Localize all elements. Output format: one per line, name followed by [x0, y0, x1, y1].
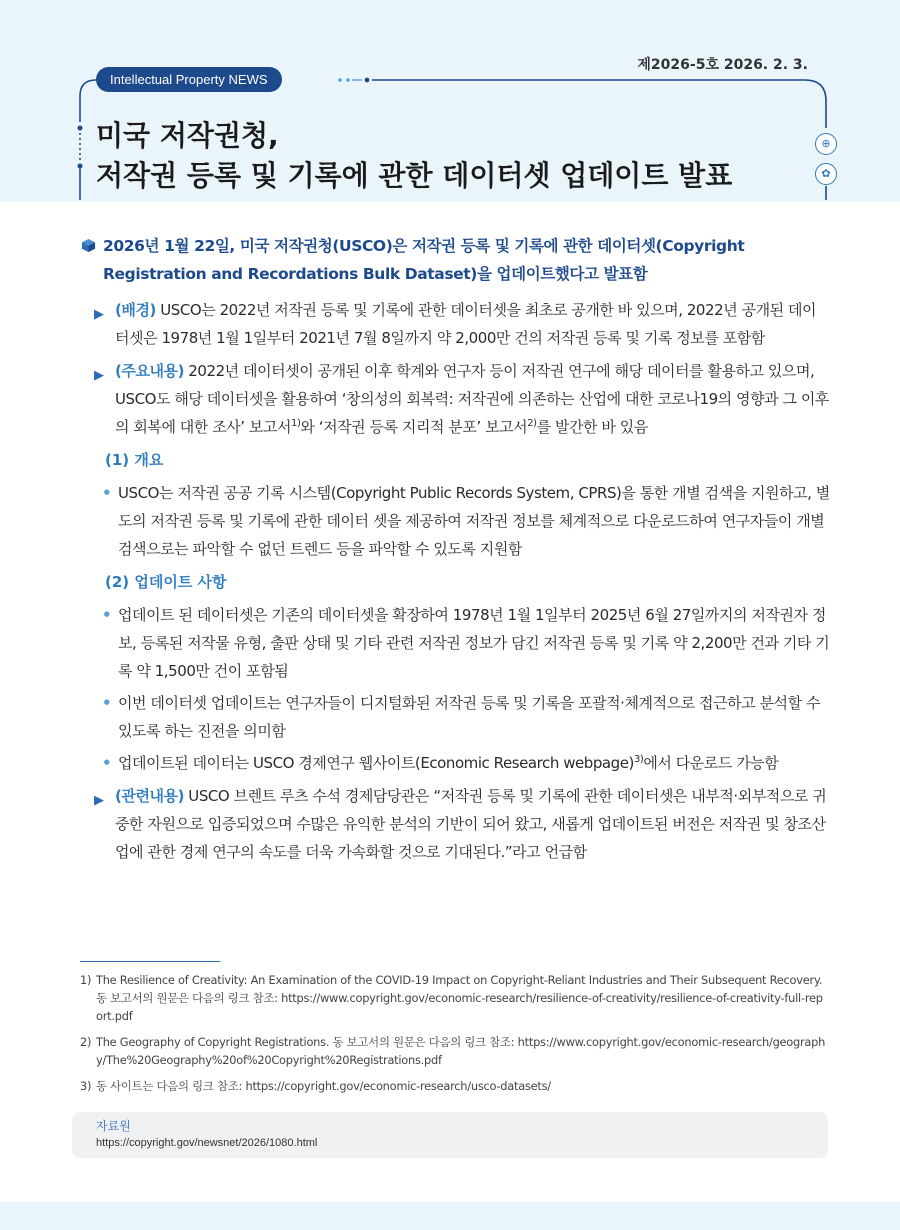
footnote-text[interactable]: The Geography of Copyright Registrations. 동 보고서의 원문은 다음의 링크 참조: https://www.copyright.gov/economic-research/geography/The%20Geography%20of%20Copyright%20Registrations.pdf	[96, 1035, 826, 1067]
newsletter-tag: Intellectual Property NEWS	[96, 67, 282, 92]
item-text: 2022년 데이터셋이 공개된 이후 학계와 연구자 등이 저작권 연구에 해당 데이터를 활용하고 있으며, USCO도 해당 데이터셋을 활용하여 ‘창의성의 회복력: 저작권에 의존하는 산업에 대한 코로나19의 영향과 그 이후의 회복에 대한 조사’ 보고서	[115, 362, 829, 436]
bullet-text: 업데이트된 데이터는 USCO 경제연구 웹사이트(Economic Research webpage)	[118, 754, 634, 772]
dot-bullet-icon: •	[102, 484, 112, 502]
footnote-1	[80, 971, 828, 1025]
item-main-content	[80, 357, 830, 441]
footnote-ref-3[interactable]: 3)	[633, 754, 644, 765]
footnote-number: 3)	[80, 1079, 92, 1093]
footnote-text[interactable]: 동 사이트는 다음의 링크 참조: https://copyright.gov/economic-research/usco-datasets/	[96, 1079, 551, 1093]
triangle-bullet-icon: ▶	[94, 793, 104, 808]
title-line-2: 저작권 등록 및 기록에 관한 데이터셋 업데이트 발표	[96, 159, 733, 192]
item-text: 를 발간한 바 있음	[536, 418, 648, 436]
footer-band	[0, 1202, 900, 1230]
list-item	[80, 749, 830, 777]
list-item	[80, 601, 830, 685]
source-label: 자료원	[96, 1119, 131, 1133]
handshake-icon: ✿	[815, 163, 837, 185]
footnote-2	[80, 1033, 828, 1069]
footnote-number: 1)	[80, 973, 92, 987]
list-item	[80, 689, 830, 745]
footnote-text[interactable]: The Resilience of Creativity: An Examination of the COVID-19 Impact on Copyright-Reliant Industries and Their Subsequent Recovery. 동 보고서의 원문은 다음의 링크 참조: https://www.copyright.gov/economic-research/resilience-of-creativity/resilience-of-creativity-full-report.pdf	[96, 973, 823, 1023]
footnote-number: 2)	[80, 1035, 92, 1049]
footnote-ref-2[interactable]: 2)	[527, 418, 537, 429]
article-body	[80, 232, 830, 866]
item-label: (관련내용)	[115, 787, 184, 805]
footnote-3	[80, 1077, 828, 1095]
item-text: USCO는 2022년 저작권 등록 및 기록에 관한 데이터셋을 최초로 공개한 바 있으며, 2022년 공개된 데이터셋은 1978년 1월 1일부터 2021년 7월 8일까지 약 2,000만 건의 저작권 등록 및 기록 정보를 포함함	[115, 301, 817, 347]
bullet-text: 에서 다운로드 가능함	[643, 754, 779, 772]
issue-number: 제2026-5호 2026. 2. 3.	[637, 57, 808, 73]
list-item	[80, 479, 830, 563]
item-text: 와 ‘저작권 등록 지리적 분포’ 보고서	[300, 418, 528, 436]
section-title-overview: (1) 개요	[105, 451, 164, 469]
source-box	[72, 1112, 828, 1158]
bullet-text: 업데이트 된 데이터셋은 기존의 데이터셋을 확장하여 1978년 1월 1일부터 2025년 6월 27일까지의 저작권자 정보, 등록된 저작물 유형, 출판 상태 및 기타 관련 저작권 정보가 담긴 저작권 등록 및 기록 약 2,200만 건과 기타 기록 약 1,500만 건이 포함됨	[118, 606, 830, 680]
section-title-updates: (2) 업데이트 사항	[105, 573, 227, 591]
footnotes	[80, 971, 828, 1103]
cube-bullet-icon	[81, 238, 96, 253]
page-title	[96, 116, 796, 196]
triangle-bullet-icon: ▶	[94, 368, 104, 383]
item-label: (주요내용)	[115, 362, 184, 380]
title-line-1: 미국 저작권청,	[96, 119, 279, 152]
triangle-bullet-icon: ▶	[94, 307, 104, 322]
dot-bullet-icon: •	[102, 606, 112, 624]
item-background	[80, 296, 830, 352]
footnote-ref-1[interactable]: 1)	[291, 418, 301, 429]
bullet-text: USCO는 저작권 공공 기록 시스템(Copyright Public Records System, CPRS)을 통한 개별 검색을 지원하고, 별도의 저작권 등록 및 기록에 관한 데이터 셋을 제공하여 저작권 정보를 체계적으로 다운로드하여 연구자들이 개별 검색으로는 파악할 수 없던 트렌드 등을 파악할 수 있도록 지원함	[118, 484, 830, 558]
footnote-divider	[80, 961, 220, 962]
item-related	[80, 782, 830, 866]
source-link[interactable]: https://copyright.gov/newsnet/2026/1080.html	[96, 1137, 318, 1149]
bullet-text: 이번 데이터셋 업데이트는 연구자들이 디지털화된 저작권 등록 및 기록을 포괄적·체계적으로 접근하고 분석할 수 있도록 하는 진전을 의미함	[118, 694, 820, 740]
dot-bullet-icon: •	[102, 754, 112, 772]
item-text: USCO 브렌트 루츠 수석 경제담당관은 “저작권 등록 및 기록에 관한 데이터셋은 내부적·외부적으로 귀중한 자원으로 입증되었으며 수많은 유익한 분석의 기반이 되어 왔고, 새롭게 업데이트된 버전은 저작권 및 창조산업에 관한 경제 연구의 속도를 더욱 가속화할 것으로 기대된다.”라고 언급함	[115, 787, 827, 861]
dot-bullet-icon: •	[102, 694, 112, 712]
lead-paragraph	[80, 232, 830, 288]
globe-icon: ⊕	[815, 133, 837, 155]
lead-text: 2026년 1월 22일, 미국 저작권청(USCO)은 저작권 등록 및 기록에 관한 데이터셋(Copyright Registration and Recordations Bulk Dataset)을 업데이트했다고 발표함	[103, 237, 745, 283]
item-label: (배경)	[115, 301, 156, 319]
